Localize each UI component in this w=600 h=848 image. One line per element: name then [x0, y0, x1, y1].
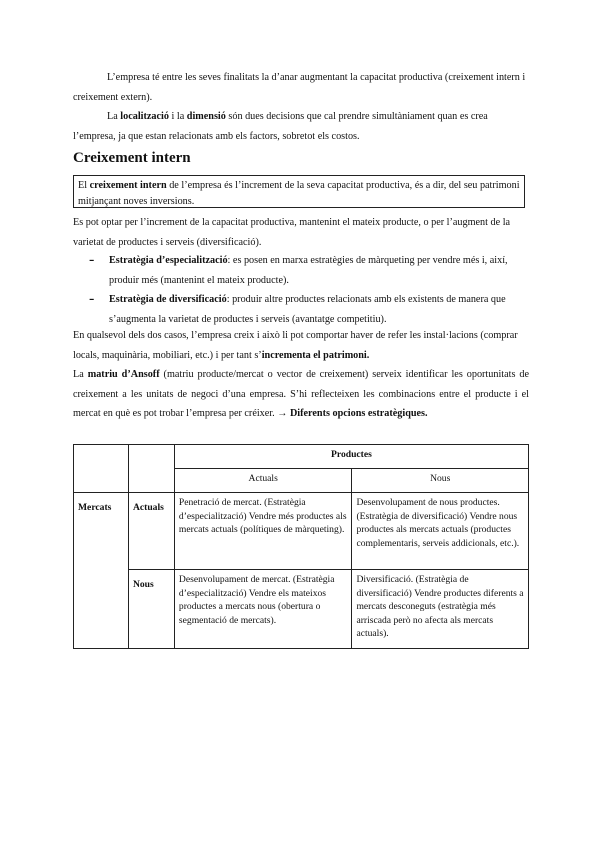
text-run: : es posen en marxa estratègies de màrqueting per vendre més i, així, produir més (mantenint el mateix producte).	[109, 255, 508, 286]
options-text: Es pot optar per l’increment de la capacitat productiva, mantenint el mateix producte, o per l’augment de la varietat de productes i serveis (diversificació).	[73, 217, 511, 248]
list-item	[73, 251, 529, 290]
text-run: i la	[168, 111, 187, 122]
text-run: En qualsevol dels dos casos, l’empresa creix i això li pot comportar haver de refer les instal·lacions (comprar locals, maquinària, mobiliari, etc.) i per tant s’	[73, 330, 518, 361]
text-run: La	[73, 369, 88, 380]
text-run: de l’empresa és l’increment de la seva capacitat productiva, és a dir, del seu patrimoni mitjançant noves inversions.	[78, 180, 520, 207]
table-row	[74, 570, 529, 649]
cell-nous-productes: Desenvolupament de nous productes. (Estratègia de diversificació) Vendre nous productes als mercats actuals (productes complementaris, serveis addicionals, etc.).	[352, 493, 529, 570]
dash-marker: -	[89, 290, 95, 308]
intro-paragraph-1	[73, 68, 529, 107]
empty-corner-cell	[74, 445, 129, 493]
bold-opcions: Diferents opcions estratègiques.	[289, 408, 428, 420]
text-run: El	[78, 180, 90, 191]
ansoff-text	[73, 365, 529, 424]
row-header-actuals: Actuals	[128, 493, 174, 570]
bold-localitzacio: localització	[120, 111, 169, 122]
bold-creixement-intern: creixement intern	[89, 180, 167, 191]
list-item-text	[109, 290, 529, 329]
intro-text-1: L’empresa té entre les seves finalitats la d’anar augmentant la capacitat productiva (creixement intern i creixement extern).	[73, 72, 526, 103]
options-paragraph	[73, 213, 529, 252]
header-actuals: Actuals	[174, 469, 352, 493]
either-text	[73, 326, 529, 365]
definition-text	[78, 178, 520, 209]
text-run: són dues decisions que cal prendre simultàniament quan es crea l’empresa, ja que estan relacionats amb els factors, sobretot els costos.	[73, 111, 488, 142]
header-productes: Productes	[174, 445, 528, 469]
header-nous: Nous	[352, 469, 529, 493]
row-header-nous: Nous	[128, 570, 174, 649]
definition-box	[73, 175, 525, 208]
ansoff-matrix-table	[73, 444, 529, 649]
cell-desenvolupament-mercat: Desenvolupament de mercat. (Estratègia d’especialització) Vendre els mateixos productes a mercats nous (obertura o segmentació de mercats).	[174, 570, 352, 649]
list-item	[73, 290, 529, 329]
text-run: La	[107, 111, 121, 122]
table-row	[74, 493, 529, 570]
empty-corner-cell	[128, 445, 174, 493]
cell-penetracio: Penetració de mercat. (Estratègia d’especialització) Vendre més productes als mercats actuals (polítiques de màrqueting).	[174, 493, 352, 570]
section-heading: Creixement intern	[73, 150, 191, 166]
text-run: : produir altre productes relacionats amb els existents de manera que s’augmenta la varietat de productes i serveis (avantatge competitiu).	[109, 294, 506, 325]
bold-diversificacio: Estratègia de diversificació	[109, 294, 227, 306]
bold-matriu-ansoff: matriu d’Ansoff	[87, 369, 160, 380]
table-row	[74, 445, 529, 469]
list-item-text	[109, 251, 529, 290]
text-run: (matriu producte/mercat o vector de creixement) serveix identificar les oportunitats de creixement a les unitats de negoci d’una empresa. S’hi reflecteixen les combinacions entre el producte i el mercat en què es pot trobar l’empresa per créixer. →	[73, 369, 529, 420]
dash-marker: -	[89, 251, 95, 268]
intro-paragraph-2	[73, 107, 529, 146]
bold-especialitzacio: Estratègia d’especialització	[109, 255, 228, 266]
row-header-mercats: Mercats	[74, 493, 129, 649]
intro-text-2	[73, 107, 529, 146]
strategy-list	[73, 251, 529, 329]
ansoff-paragraph	[73, 365, 529, 424]
either-paragraph	[73, 326, 529, 365]
cell-diversificacio: Diversificació. (Estratègia de diversificació) Vendre productes diferents a mercats desconeguts (estratègia més arriscada però no afecta als mercats actuals).	[352, 570, 529, 649]
bold-dimensio: dimensió	[186, 111, 226, 122]
bold-patrimoni: incrementa el patrimoni.	[261, 349, 370, 361]
